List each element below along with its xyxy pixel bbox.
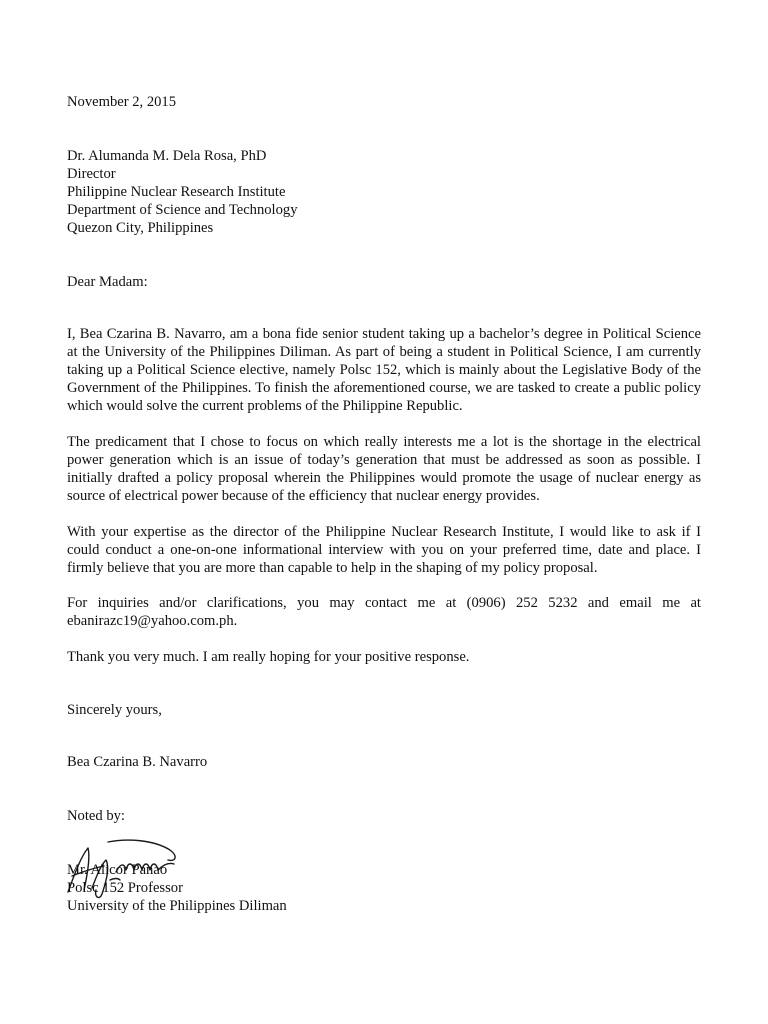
noted-by-name: Mr. Alicor Panao bbox=[67, 862, 168, 878]
closing: Sincerely yours, bbox=[67, 702, 162, 718]
body-paragraph-3: With your expertise as the director of the Philippine Nuclear Research Institute, I would like to ask if I could conduct a one-on-one informational interview with you on your preferred time, date and place. I firmly believe that you are more than capable to help in the shaping of my policy proposal. bbox=[67, 524, 701, 576]
recipient-department: Department of Science and Technology bbox=[67, 202, 298, 218]
letter-date: November 2, 2015 bbox=[67, 94, 177, 110]
recipient-location: Quezon City, Philippines bbox=[67, 220, 214, 236]
body-paragraph-4: For inquiries and/or clarifications, you may contact me at (0906) 252 5232 and email me at ebanirazc19@yahoo.com.ph. bbox=[67, 595, 701, 629]
recipient-name: Dr. Alumanda M. Dela Rosa, PhD bbox=[67, 148, 267, 164]
noted-by-institution: University of the Philippines Diliman bbox=[67, 898, 287, 914]
recipient-title: Director bbox=[67, 166, 116, 182]
noted-by-label: Noted by: bbox=[67, 808, 125, 824]
salutation: Dear Madam: bbox=[67, 274, 148, 290]
body-paragraph-2: The predicament that I chose to focus on which really interests me a lot is the shortage in the electrical power generation which is an issue of today’s generation that must be addressed as soon as possible. I initially drafted a policy proposal wherein the Philippines would promote the usage of nuclear energy as source of electrical power because of the efficiency that nuclear energy provides. bbox=[67, 434, 701, 504]
body-paragraph-1: I, Bea Czarina B. Navarro, am a bona fide senior student taking up a bachelor’s degree in Political Science at the University of the Philippines Diliman. As part of being a student in Political Science, I am currently taking up a Political Science elective, namely Polsc 152, which is mainly about the Legislative Body of the Government of the Philippines. To finish the aforementioned course, we are tasked to create a public policy which would solve the current problems of the Philippine Republic. bbox=[67, 326, 701, 414]
recipient-institute: Philippine Nuclear Research Institute bbox=[67, 184, 286, 200]
noted-by-title: Polsc 152 Professor bbox=[67, 880, 183, 896]
sender-name: Bea Czarina B. Navarro bbox=[67, 754, 208, 770]
body-paragraph-5: Thank you very much. I am really hoping for your positive response. bbox=[67, 649, 470, 665]
